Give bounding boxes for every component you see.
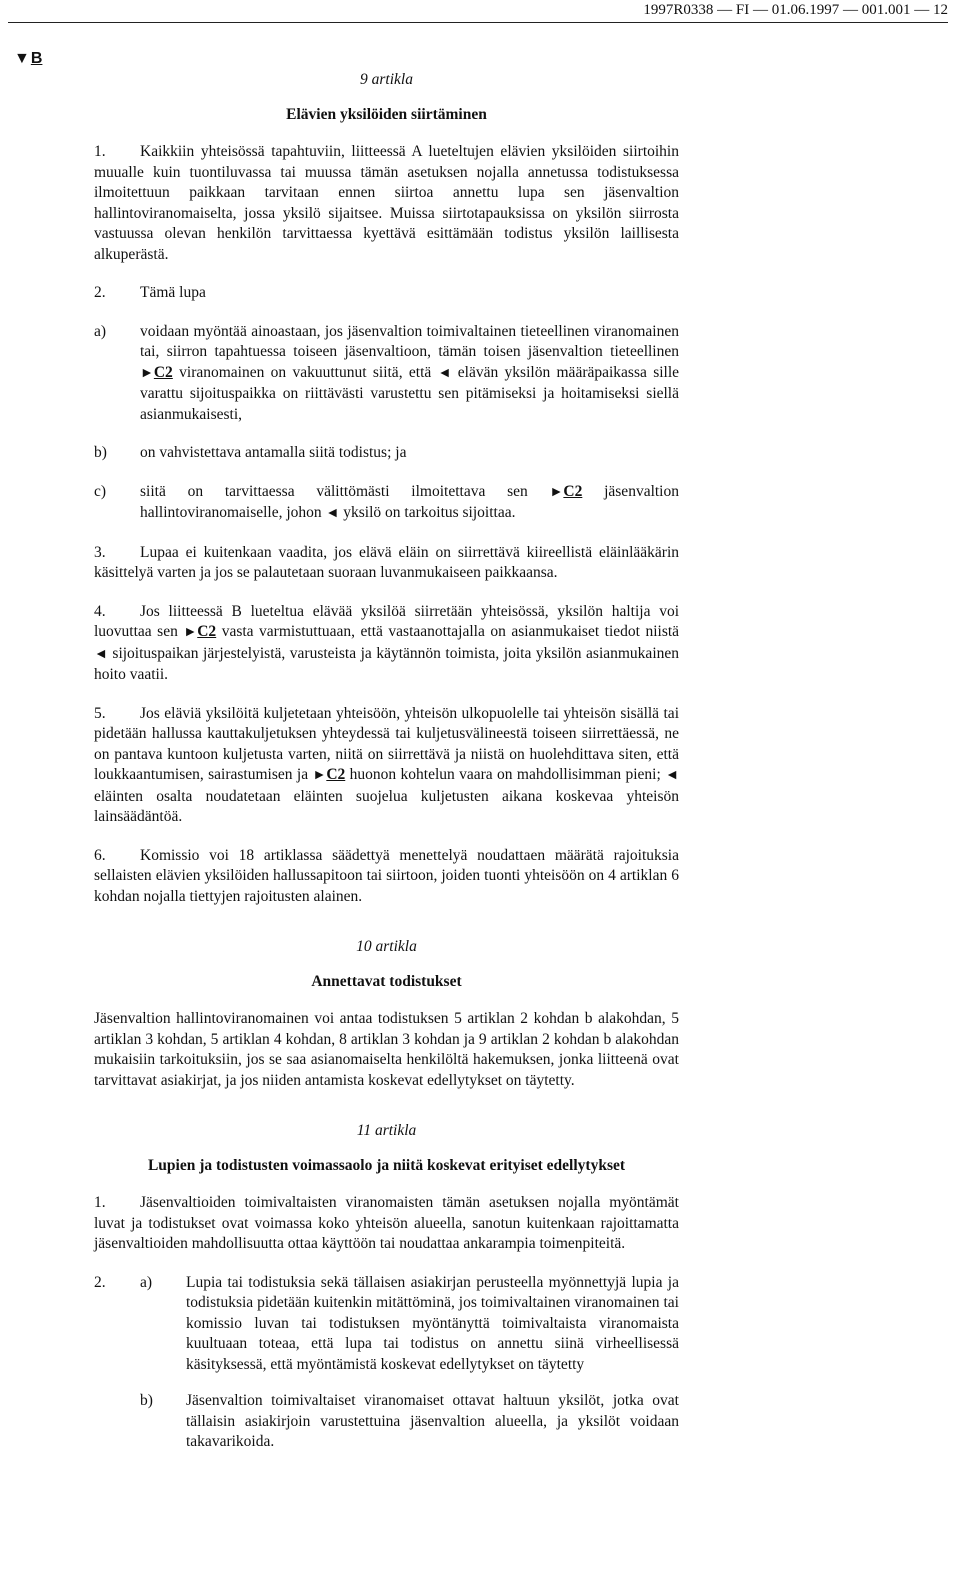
- amendment-end-icon: ◄: [437, 365, 452, 381]
- document-header: [8, 0, 948, 23]
- paragraph-number: 5.: [94, 704, 106, 722]
- art9-item-c: c) siitä on tarvittaessa välittömästi ilmoitettava sen ►C2 jäsenvaltion hallintoviranomaiselle, johon ◄ yksilö on tarkoitus sijoittaa.: [94, 482, 679, 525]
- paragraph-number: 1.: [94, 143, 106, 160]
- item-label: a): [140, 1273, 153, 1291]
- amendment-start-icon: ►: [140, 365, 154, 381]
- amendment-start-icon: ►: [312, 768, 327, 783]
- marker-letter: B: [30, 50, 43, 67]
- amendment-code: C2: [153, 363, 173, 381]
- paragraph-number: 1.: [94, 1194, 106, 1211]
- triangle-down-icon: ▼: [14, 50, 30, 67]
- art9-paragraph-3: 3. Lupaa ei kuitenkaan vaadita, jos elävä eläin on siirrettävä kiireellistä eläinlääkärin käsittelyä varten ja jos se palautetaan suoraan luvanmukaiseen paikkaansa.: [94, 543, 679, 581]
- paragraph-number: 2.: [94, 284, 106, 301]
- article-9-title: Elävien yksilöiden siirtäminen: [286, 106, 487, 123]
- amendment-end-icon: ◄: [665, 768, 680, 783]
- paragraph-number: 4.: [94, 602, 106, 620]
- amendment-code: C2: [563, 482, 583, 500]
- art9-paragraph-2: 2. Tämä lupa: [94, 283, 679, 304]
- paragraph-number: 2.: [94, 1273, 106, 1291]
- amendment-end-icon: ◄: [325, 506, 340, 521]
- article-10-title: Annettavat todistukset: [311, 973, 462, 990]
- art11-paragraph-1: 1. Jäsenvaltioiden toimivaltaisten viranomaisten tämän asetuksen nojalla myöntämät luvat ja todistukset ovat voimassa koko yhteisön alueella, sanotun kuitenkaan rajoittamatta jäsenvaltioiden mahdollisuutta ottaa käyttöön tai noudattaa ankarampia toimenpiteitä.: [94, 1194, 679, 1252]
- art10-paragraph: Jäsenvaltion hallintoviranomainen voi antaa todistuksen 5 artiklan 2 kohdan b alakohdan, 5 artiklan 3 kohdan, 5 artiklan 4 kohdan, 8 artiklan 3 kohdan ja 9 artiklan 2 kohdan b alakohdan mukaisiin tarkoituksiin, jos se saa asianomaiselta henkilöltä hakemuksen, jonka liitteenä ovat tarvittavat asiakirjat, ja jos niiden antamista koskevat edellytykset on täytetty.: [94, 1010, 679, 1089]
- art9-paragraph-6: 6. Komissio voi 18 artiklassa säädettyä menettelyä noudattaen määrätä rajoituksia sellaisten elävien yksilöiden hallussapitoon tai siirtoon, joiden tuonti yhteisöön on 4 artiklan 6 kohdan nojalla tiettyjen rajoitusten alainen.: [94, 846, 679, 905]
- article-11-number: 11 artikla: [356, 1122, 417, 1139]
- art9-paragraph-1: 1. Kaikkiin yhteisössä tapahtuviin, liitteessä A lueteltujen elävien yksilöiden siirtoihin muualle kuin tuontiluvassa tai muussa tämän asetuksen nojalla annetussa todistuksessa ilmoitettuun paikkaan tarvitaan ennen siirtoa annettu lupa sen jäsenvaltion hallintoviranomaiselta, jossa yksilö sijaitsee. Muissa siirtotapauksissa on yksilön siirrosta vastuussa olevan henkilön tarvittaessa kyettävä esittämään todistus yksilön laillisesta alkuperästä.: [94, 143, 679, 263]
- item-label: b): [140, 1392, 153, 1409]
- document-body: [94, 64, 679, 1469]
- paragraph-number: 3.: [94, 543, 106, 561]
- art9-paragraph-4: 4. Jos liitteessä B lueteltua elävää yksilöä siirretään yhteisössä, yksilön haltija voi luovuttaa sen ►C2 vasta varmistuttuaan, että vastaanottajalla on asianmukaiset tiedot niistä ◄ sijoituspaikan järjestelyistä, varusteista ja käytännön toimista, joita yksilön asianmukainen hoito vaatii.: [94, 602, 680, 683]
- art11-item-2a: 2. a) Lupia tai todistuksia sekä tällaisen asiakirjan perusteella myönnettyjä lupia ja todistuksia pidetään kuitenkin mitättöminä, jos toimivaltainen viranomainen tai komissio luvan tai todistuksen myöntänyttä toimivaltaista viranomaista kuultuaan toteaa, että lupa tai todistus on annettu siinä virheellisessä käsityksessä, että myöntämistä koskevat edellytykset on täytetty: [94, 1273, 679, 1376]
- item-label: a): [94, 322, 107, 340]
- art11-item-2b: b) Jäsenvaltion toimivaltaiset viranomaiset ottavat haltuun yksilöt, jotka ovat tällaisin asiakirjoin varustettuina jäsenvaltion alueella, ja yksilöt voidaan takavarikoida.: [94, 1391, 679, 1453]
- item-label: c): [94, 482, 107, 500]
- article-11-title: Lupien ja todistusten voimassaolo ja niitä koskevat erityiset edellytykset: [147, 1157, 626, 1174]
- item-label: b): [94, 444, 107, 461]
- amendment-code: C2: [326, 766, 346, 783]
- article-9-number: 9 artikla: [360, 71, 413, 88]
- article-10-number: 10 artikla: [356, 938, 417, 955]
- art9-paragraph-5: 5. Jos eläviä yksilöitä kuljetetaan yhteisöön, yhteisön ulkopuolelle tai yhteisön sisällä tai pidetään hallussa kauttakuljetuksen yhteydessä tai kuljetusvälineestä toiseen siirrettäessä, ne on pantava kuntoon kuljetusta varten, niitä on siirrettävä ja niistä on huolehdittava siten, että loukkaantumisen, sairastumisen ja ►C2 huonon kohtelun vaara on mahdollisimman pieni; ◄ eläinten osalta noudatetaan eläinten suojelua kuljetusten aikana koskevaa yhteisön lainsäädäntöä.: [94, 704, 680, 825]
- paragraph-number: 6.: [94, 846, 106, 864]
- document-reference: 1997R0338 — FI — 01.06.1997 — 001.001 — 12: [643, 2, 948, 18]
- art9-item-b: b) on vahvistettava antamalla siitä todistus; ja: [94, 443, 679, 464]
- amendment-end-icon: ◄: [94, 646, 108, 662]
- amendment-code: C2: [197, 623, 217, 640]
- amendment-start-icon: ►: [183, 625, 198, 640]
- amendment-start-icon: ►: [549, 484, 564, 500]
- art9-item-a: a) voidaan myöntää ainoastaan, jos jäsenvaltion toimivaltainen tieteellinen viranomainen tai, siirron tapahtuessa toiseen jäsenvaltioon, tämän toisen jäsenvaltion tieteellinen ►C2 viranomainen on vakuuttunut siitä, että ◄ elävän yksilön määräpaikassa sille varattu sijoituspaikka on riittävästi varustettu sen pitämiseksi ja hoitamiseksi siellä asianmukaisesti,: [94, 322, 679, 426]
- consolidation-marker: [14, 50, 42, 68]
